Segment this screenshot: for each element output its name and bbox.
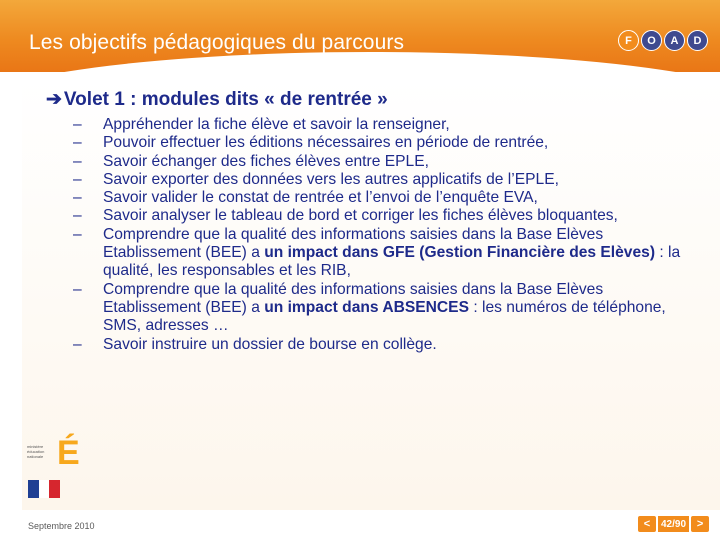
ministry-logo-text: ministère éducation nationale (27, 444, 45, 459)
objective-text: Pouvoir effectuer les éditions nécessaires en période de rentrée, (103, 134, 549, 152)
flag-white-stripe (39, 480, 50, 498)
objective-item (70, 189, 690, 207)
objective-text: Appréhender la fiche élève et savoir la renseigner, (103, 116, 450, 133)
section-heading (46, 88, 388, 111)
footer-date: Septembre 2010 (28, 521, 95, 531)
objective-text: Comprendre que la qualité des informations saisies dans la Base Elèves Etablissement (BEE) a (103, 280, 604, 316)
objective-item (70, 207, 690, 225)
flag-blue-stripe (28, 480, 39, 498)
objective-item (70, 134, 690, 152)
section-heading-text: Volet 1 : modules dits « de rentrée » (63, 89, 388, 110)
objective-item (70, 336, 690, 354)
objective-item (70, 171, 690, 189)
objective-item (70, 153, 690, 171)
objective-item (70, 226, 690, 281)
republic-flag-icon (28, 480, 60, 498)
page-indicator: 42/90 (658, 516, 689, 532)
right-arrow-icon: ➔ (46, 89, 62, 110)
slide-navigation (638, 516, 709, 532)
objectives-list (70, 116, 690, 354)
objective-text: Comprendre que la qualité des informations saisies dans la Base Elèves Etablissement (BEE) a (103, 225, 604, 262)
flag-red-stripe (49, 480, 60, 498)
foad-letter-a: A (664, 30, 685, 51)
objective-text: Savoir valider le constat de rentrée et l’envoi de l’enquête EVA, (103, 189, 538, 207)
objective-emphasis: un impact dans ABSENCES (264, 298, 469, 316)
objective-text: Savoir échanger des fiches élèves entre EPLE, (103, 152, 429, 170)
foad-letter-d: D (687, 30, 708, 51)
header-curve (0, 52, 720, 72)
next-slide-button[interactable]: > (691, 516, 709, 532)
objective-text: : les numéros de téléphone, SMS, adresses … (103, 298, 666, 335)
foad-letter-f: F (618, 30, 639, 51)
objective-text: : la qualité, les responsables et les RIB, (103, 244, 681, 280)
objective-text: Savoir analyser le tableau de bord et corriger les fiches élèves bloquantes, (103, 207, 618, 225)
objective-text: Savoir exporter des données vers les autres applicatifs de l’EPLE, (103, 170, 559, 188)
objective-item (70, 116, 690, 134)
header-banner (0, 0, 720, 72)
slide-title: Les objectifs pédagogiques du parcours (29, 31, 405, 54)
previous-slide-button[interactable]: < (638, 516, 656, 532)
objective-text: Savoir instruire un dossier de bourse en collège. (103, 335, 437, 353)
ministry-logo-letter: É (57, 434, 80, 472)
objective-emphasis: un impact dans GFE (Gestion Financière des Elèves) (264, 244, 656, 262)
foad-letter-o: O (641, 30, 662, 51)
foad-logo (618, 30, 708, 51)
objective-item (70, 281, 690, 336)
